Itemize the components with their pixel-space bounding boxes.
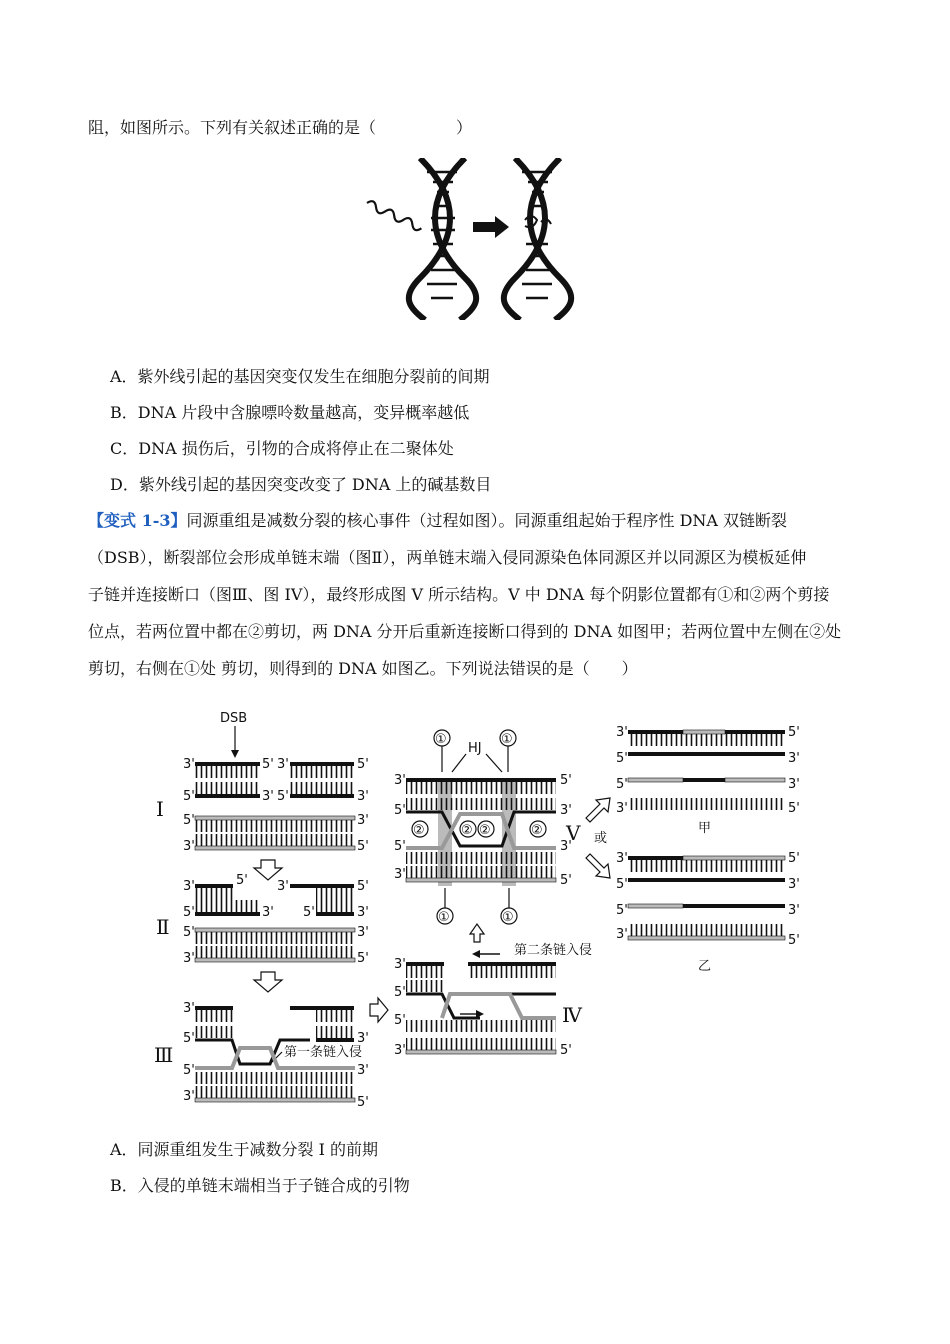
panel-4: [394, 943, 592, 1058]
svg-text:5': 5': [357, 879, 369, 894]
svg-text:①: ①: [502, 910, 514, 925]
svg-text:5': 5': [394, 839, 406, 854]
arrow-up-right-icon: [586, 798, 610, 822]
svg-text:5': 5': [616, 751, 628, 766]
variant-tag: 【变式 1-3】: [88, 511, 187, 530]
svg-text:5': 5': [616, 877, 628, 892]
svg-text:5': 5': [357, 951, 369, 966]
uv-wave-icon: [365, 199, 423, 232]
svg-text:5': 5': [788, 801, 800, 816]
svg-text:3': 3': [788, 751, 800, 766]
stage-1-label: Ⅰ: [156, 797, 164, 821]
variant-line-1: [88, 511, 787, 531]
variant-text-1: 同源重组是减数分裂的核心事件（过程如图）。同源重组起始于程序性 DNA 双链断裂: [186, 511, 788, 530]
svg-text:5': 5': [616, 777, 628, 792]
variant-line-5: 剪切，右侧在①处 剪切，则得到的 DNA 如图乙。下列说法错误的是（ ）: [88, 659, 638, 678]
arrow-right-icon: [473, 216, 509, 238]
svg-text:5': 5': [394, 803, 406, 818]
svg-text:5': 5': [303, 905, 315, 920]
variant-line-4: 位点，若两位置中都在②剪切，两 DNA 分开后重新连接断口得到的 DNA 如图甲；若两位置中左侧在②处: [88, 622, 842, 641]
svg-text:②: ②: [531, 823, 543, 838]
svg-text:②: ②: [461, 823, 473, 838]
stage-3-label: Ⅲ: [154, 1043, 174, 1067]
svg-text:②: ②: [479, 823, 491, 838]
svg-text:3': 3': [277, 757, 289, 772]
arrow-up-icon: [470, 924, 484, 942]
panel-3: [154, 1001, 369, 1110]
svg-text:3': 3': [183, 1089, 195, 1104]
or-label: 或: [594, 831, 608, 846]
svg-text:5': 5': [560, 773, 572, 788]
panel-5: [394, 730, 581, 942]
svg-text:3': 3': [183, 951, 195, 966]
svg-text:5': 5': [357, 1095, 369, 1110]
uv-dna-figure: [365, 158, 575, 320]
variant-line-2: （DSB），断裂部位会形成单链末端（图Ⅱ），两单链末端入侵同源染色体同源区并以同源区为模板延伸: [88, 548, 807, 567]
arrow-down-right-icon: [586, 854, 610, 878]
option-b-q2: B．入侵的单链末端相当于子链合成的引物: [110, 1176, 410, 1195]
svg-text:3': 3': [394, 1043, 406, 1058]
svg-text:3': 3': [560, 803, 572, 818]
svg-text:3': 3': [616, 927, 628, 942]
svg-text:3': 3': [183, 879, 195, 894]
svg-text:3': 3': [262, 905, 274, 920]
panel-2: [156, 873, 369, 966]
result-yi: [616, 851, 800, 974]
svg-text:5': 5': [788, 851, 800, 866]
svg-text:3': 3': [357, 1063, 369, 1078]
svg-text:3': 3': [277, 879, 289, 894]
svg-text:3': 3': [183, 1001, 195, 1016]
svg-text:3': 3': [394, 867, 406, 882]
svg-text:3': 3': [262, 789, 274, 804]
svg-text:3': 3': [357, 925, 369, 940]
hj-label: HJ: [468, 741, 482, 756]
svg-text:①: ①: [501, 732, 513, 747]
dsb-label: DSB: [220, 712, 248, 726]
arrow-down-icon: [254, 972, 282, 992]
svg-text:5': 5': [788, 725, 800, 740]
svg-text:5': 5': [183, 1063, 195, 1078]
svg-text:5': 5': [394, 1013, 406, 1028]
first-invade-label: 第一条链入侵: [284, 1045, 363, 1060]
svg-text:5': 5': [183, 789, 195, 804]
option-a-q1: A．紫外线引起的基因突变仅发生在细胞分裂前的间期: [110, 367, 490, 386]
svg-text:5': 5': [183, 813, 195, 828]
svg-text:5': 5': [788, 933, 800, 948]
yi-label: 乙: [698, 959, 712, 974]
svg-text:5': 5': [236, 873, 248, 888]
svg-text:3': 3': [788, 777, 800, 792]
stage-5-label: Ⅴ: [566, 821, 581, 845]
svg-text:3': 3': [394, 957, 406, 972]
svg-text:3': 3': [788, 877, 800, 892]
svg-text:5': 5': [183, 905, 195, 920]
svg-text:3': 3': [357, 1031, 369, 1046]
question-tail: 阻，如图所示。下列有关叙述正确的是（ ）: [88, 118, 473, 137]
stage-2-label: Ⅱ: [156, 915, 170, 939]
option-a-q2: A．同源重组发生于减数分裂 I 的前期: [110, 1140, 379, 1159]
dna-helix-left-icon: [409, 158, 476, 320]
variant-line-3: 子链并连接断口（图Ⅲ、图 IV），最终形成图 V 所示结构。V 中 DNA 每个阴影位置都有①和②两个剪接: [88, 585, 830, 604]
svg-text:3': 3': [357, 813, 369, 828]
jia-label: 甲: [698, 821, 712, 836]
svg-text:3': 3': [183, 839, 195, 854]
svg-text:3': 3': [183, 757, 195, 772]
svg-text:5': 5': [357, 839, 369, 854]
svg-text:①: ①: [438, 910, 450, 925]
dna-helix-right-icon: [504, 158, 571, 320]
arrow-down-icon: [254, 860, 282, 880]
svg-text:3': 3': [616, 801, 628, 816]
stage-4-label: Ⅳ: [562, 1003, 582, 1027]
svg-text:3': 3': [560, 839, 572, 854]
panel-1: [156, 712, 369, 854]
svg-text:①: ①: [435, 732, 447, 747]
svg-text:5': 5': [560, 873, 572, 888]
svg-text:5': 5': [560, 1043, 572, 1058]
recombination-diagram: [150, 712, 810, 1112]
svg-text:5': 5': [616, 903, 628, 918]
svg-text:3': 3': [394, 773, 406, 788]
svg-text:5': 5': [183, 1031, 195, 1046]
svg-text:5': 5': [394, 985, 406, 1000]
result-jia: [616, 725, 800, 836]
svg-text:5': 5': [277, 789, 289, 804]
option-c-q1: C．DNA 损伤后，引物的合成将停止在二聚体处: [110, 439, 454, 458]
arrow-right-icon: [370, 998, 388, 1022]
svg-text:5': 5': [262, 757, 274, 772]
svg-text:3': 3': [357, 905, 369, 920]
svg-text:②: ②: [413, 823, 425, 838]
option-b-q1: B．DNA 片段中含腺嘌呤数量越高，变异概率越低: [110, 403, 470, 422]
svg-text:5': 5': [357, 757, 369, 772]
second-invade-label: 第二条链入侵: [514, 943, 593, 958]
svg-text:3': 3': [357, 789, 369, 804]
svg-text:3': 3': [788, 903, 800, 918]
svg-text:3': 3': [616, 851, 628, 866]
svg-text:5': 5': [183, 925, 195, 940]
svg-text:3': 3': [616, 725, 628, 740]
option-d-q1: D．紫外线引起的基因突变改变了 DNA 上的碱基数目: [110, 475, 492, 494]
